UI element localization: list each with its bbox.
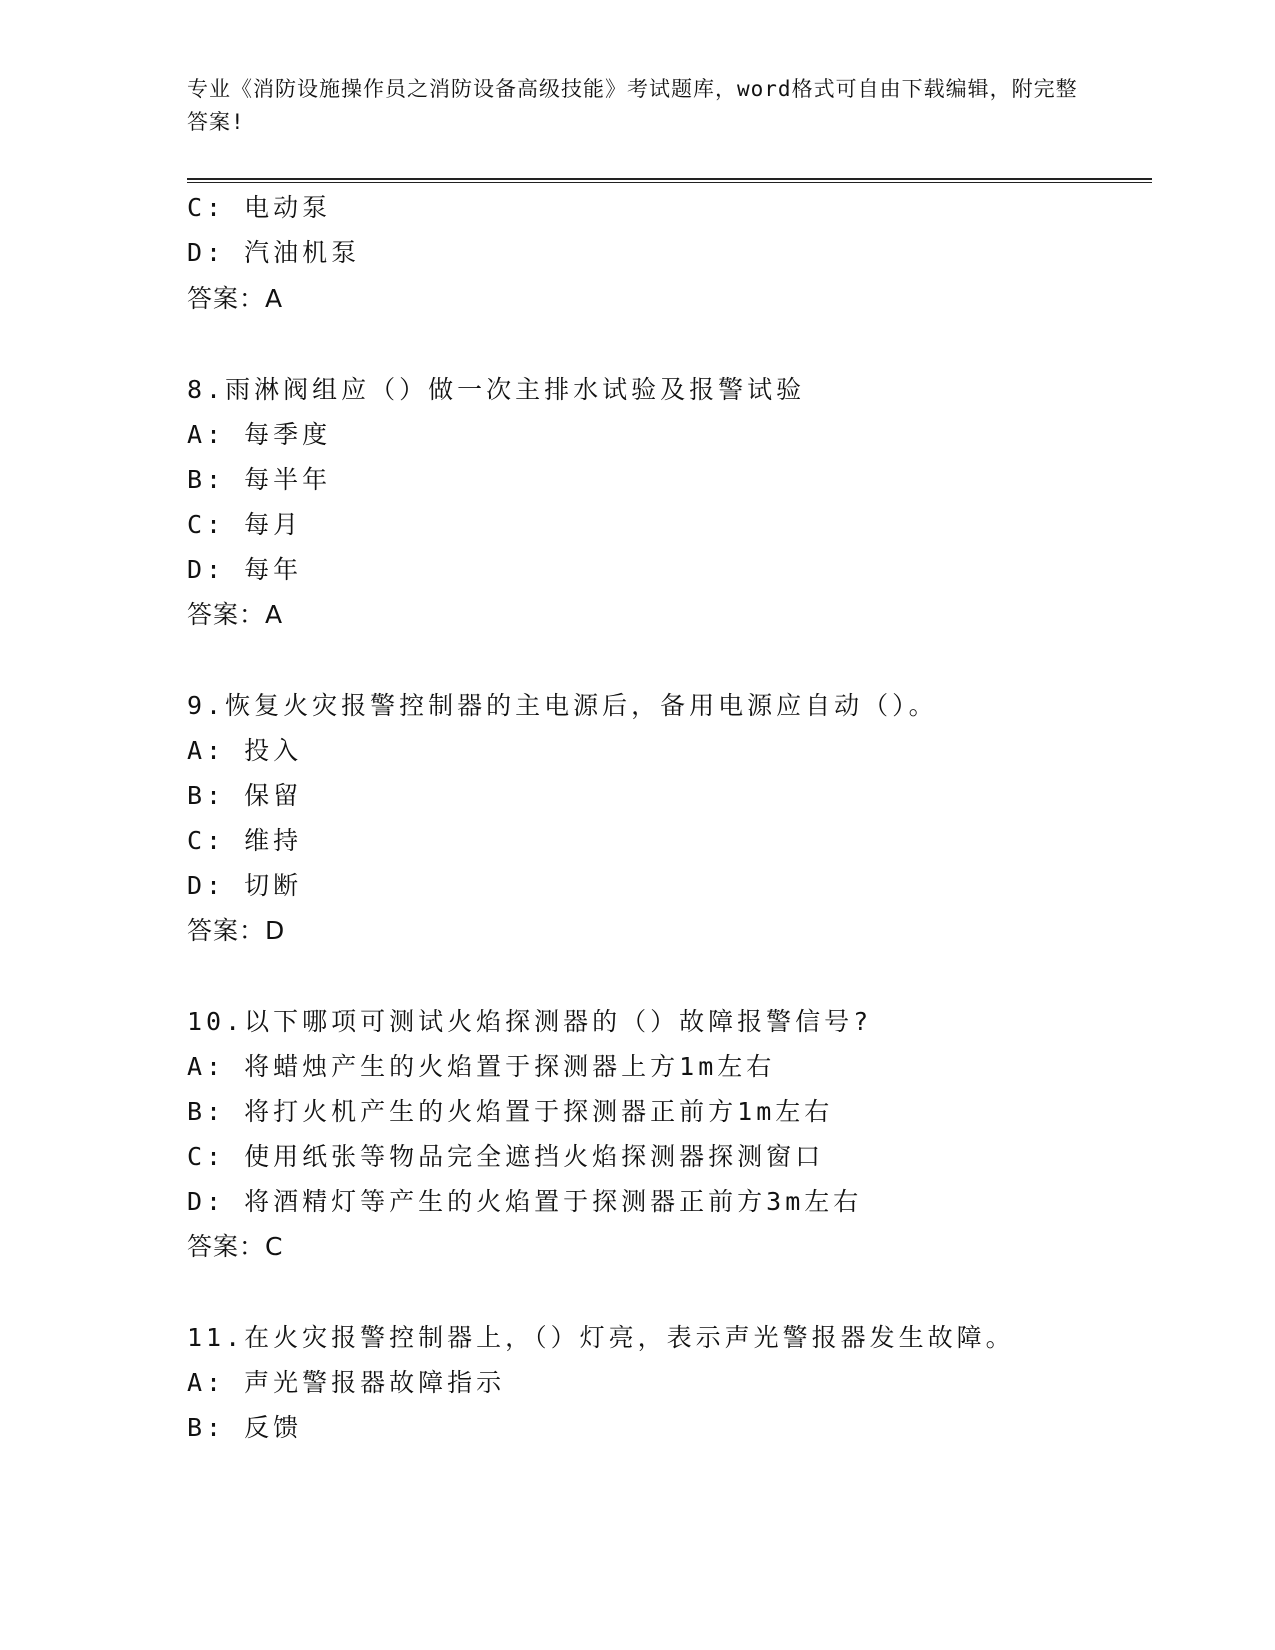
option-line: A: 声光警报器故障指示	[187, 1368, 506, 1397]
option-line: D: 将酒精灯等产生的火焰置于探测器正前方3m左右	[187, 1187, 863, 1216]
question-line: 8.雨淋阀组应（）做一次主排水试验及报警试验	[187, 375, 806, 404]
option-line: C: 维持	[187, 826, 303, 855]
option-line: A: 每季度	[187, 420, 332, 449]
option-line: B: 每半年	[187, 465, 332, 494]
document-header: 专业《消防设施操作员之消防设备高级技能》考试题库，word格式可自由下载编辑，附完整答案!	[187, 77, 1078, 134]
question-line: 10.以下哪项可测试火焰探测器的（）故障报警信号?	[187, 1007, 873, 1036]
option-line: A: 将蜡烛产生的火焰置于探测器上方1m左右	[187, 1052, 776, 1081]
answer-line: 答案：C	[187, 1232, 284, 1261]
option-line: A: 投入	[187, 736, 303, 765]
option-line: D: 切断	[187, 871, 303, 900]
option-line: B: 将打火机产生的火焰置于探测器正前方1m左右	[187, 1097, 834, 1126]
answer-line: 答案：A	[187, 284, 284, 313]
question-line: 11.在火灾报警控制器上，（）灯亮，表示声光警报器发生故障。	[187, 1323, 1015, 1352]
header-divider-thin	[187, 182, 1152, 183]
answer-line: 答案：A	[187, 600, 284, 629]
answer-line: 答案：D	[187, 916, 286, 945]
question-line: 9.恢复火灾报警控制器的主电源后，备用电源应自动（）。	[187, 691, 938, 720]
option-line: C: 每月	[187, 510, 303, 539]
option-line: C: 使用纸张等物品完全遮挡火焰探测器探测窗口	[187, 1142, 825, 1171]
option-line: C: 电动泵	[187, 193, 332, 222]
option-line: D: 汽油机泵	[187, 238, 361, 267]
option-line: B: 反馈	[187, 1413, 303, 1442]
option-line: D: 每年	[187, 555, 303, 584]
option-line: B: 保留	[187, 781, 303, 810]
header-divider-thick	[187, 178, 1152, 180]
